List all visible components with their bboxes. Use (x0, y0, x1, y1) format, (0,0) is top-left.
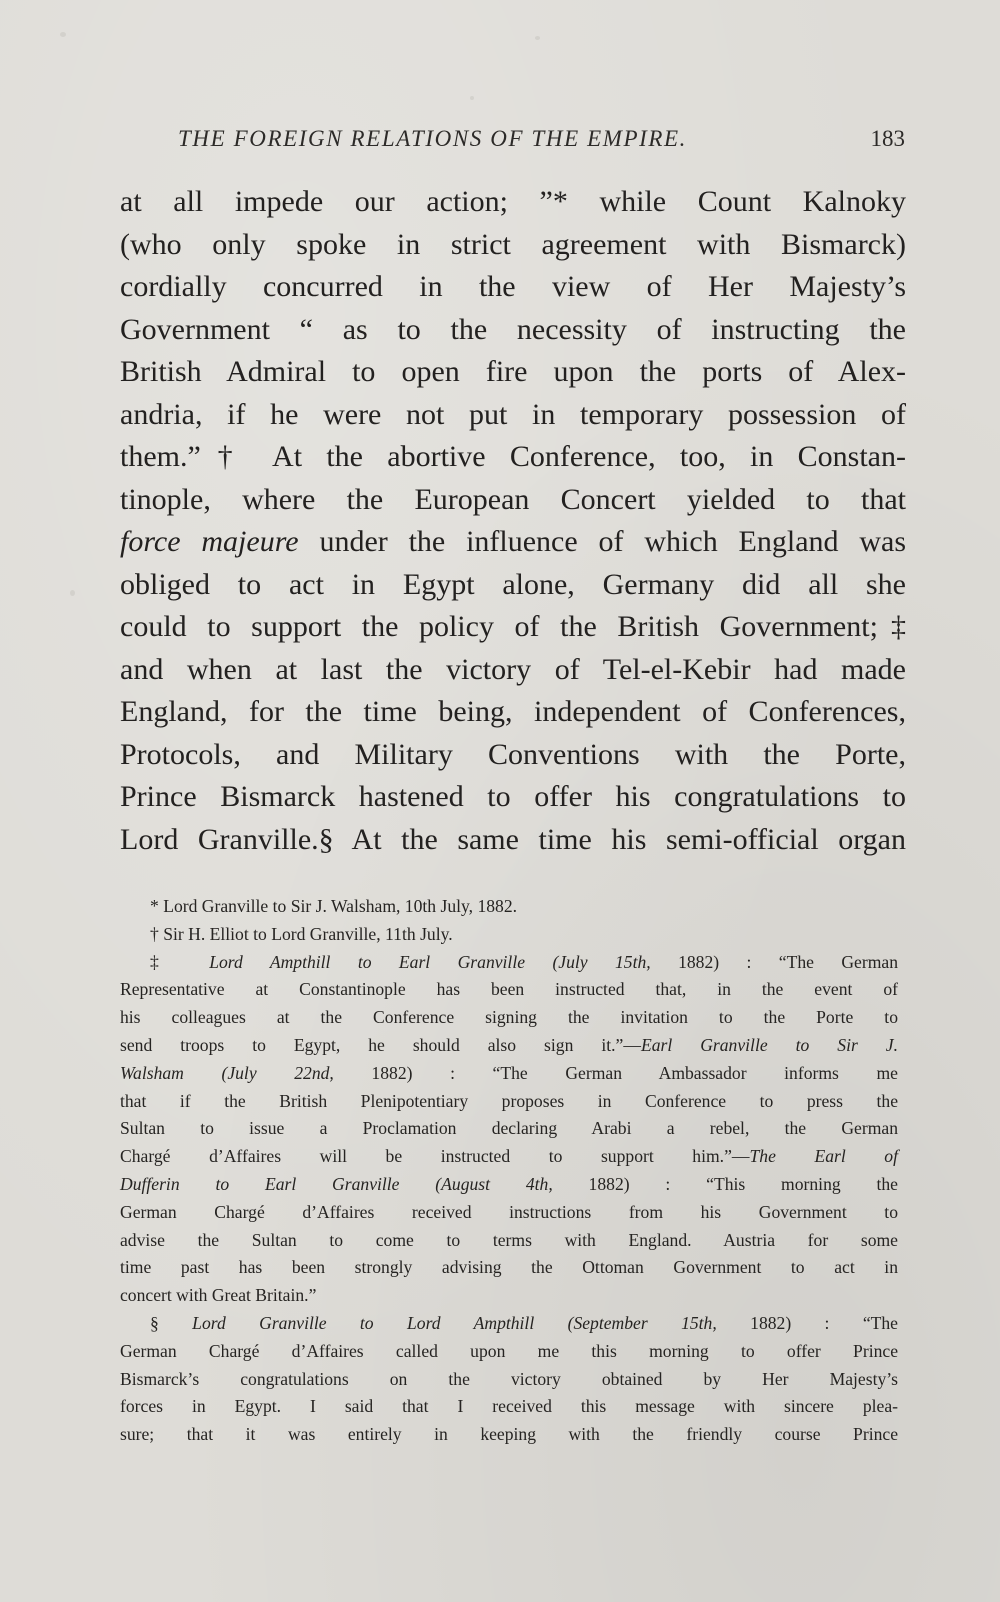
text-line: Protocols, and Military Conventions with the Porte, (120, 737, 906, 771)
citation: Lord Ampthill to Earl Granville (209, 951, 526, 972)
text-line: Government “ as to the necessity of instructing the (120, 312, 906, 346)
text-fragment: 1882) : “This morning the (552, 1173, 898, 1194)
text-line: Prince Bismarck hastened to offer his congratulations to (120, 780, 906, 813)
paper-smudge (70, 590, 75, 596)
paper-smudge (470, 96, 474, 100)
text-line: England, for the time being, independent of Conferences, (120, 695, 906, 728)
citation: Lord Granville to Lord Ampthill (September 15th, (192, 1312, 717, 1333)
running-header (120, 122, 905, 156)
footnote-line: Sultan to issue a Proclamation declaring Arabi a rebel, the German (120, 1118, 898, 1139)
footnote-line (120, 1032, 898, 1060)
footnote-line: forces in Egypt. I said that I received this message with sincere plea- (120, 1396, 898, 1417)
footnote-line: concert with Great Britain.” (120, 1285, 317, 1306)
footnote-section (120, 1310, 898, 1338)
footnote-line: time past has been strongly advising the Ottoman Government to act in (120, 1257, 898, 1278)
text-fragment: under the influence of which England was (319, 525, 907, 558)
footnote-ddagger (120, 949, 898, 977)
footnotes (120, 893, 898, 1449)
text-line: (who only spoke in strict agreement with Bismarck) (120, 227, 906, 261)
footnote-line: German Chargé d’Affaires called upon me this morning to offer Prince (120, 1340, 898, 1361)
citation: Earl Granville to Sir J. (640, 1034, 898, 1055)
text-line: andria, if he were not put in temporary possession of (120, 397, 906, 431)
citation: Dufferin to Earl Granville (August 4th, (120, 1173, 553, 1194)
footnote-star: * Lord Granville to Sir J. Walsham, 10th July, 1882. (150, 896, 518, 916)
page-number: 183 (870, 126, 905, 151)
text-line: could to support the policy of the British Government;‡ (120, 610, 906, 643)
text-fragment: 1882) : “The (716, 1312, 898, 1333)
footnote-dagger: † Sir H. Elliot to Lord Granville, 11th July. (150, 923, 453, 944)
footnote-line: advise the Sultan to come to terms with England. Austria for some (120, 1229, 898, 1250)
footnote-line (120, 1060, 898, 1088)
citation: The Earl of (749, 1146, 898, 1167)
text-line: cordially concurred in the view of Her Majesty’s (120, 270, 906, 303)
footnote-mark: ‡ (150, 951, 182, 972)
text-line: at all impede our action; ”* while Count Kalnoky (120, 185, 906, 218)
text-line: and when at last the victory of Tel-el-Kebir had made (120, 652, 906, 686)
text-fragment: send troops to Egypt, he should also sign it.”— (120, 1034, 641, 1055)
text-fragment: Chargé d’Affaires will be instructed to support him.”— (120, 1146, 750, 1167)
italic-phrase: force majeure (120, 525, 299, 558)
citation-date: (July 15th, (552, 951, 651, 972)
footnote-line (120, 1171, 898, 1199)
text-line: Lord Granville.§ At the same time his semi-official organ (120, 822, 906, 856)
footnote-line: Bismarck’s congratulations on the victory obtained by Her Majesty’s (120, 1368, 898, 1389)
footnote-line: sure; that it was entirely in keeping with the friendly course Prince (120, 1424, 898, 1445)
text-fragment: 1882) : “The German (650, 951, 899, 972)
text-line: obliged to act in Egypt alone, Germany did all she (120, 567, 906, 601)
footnote-line: that if the British Plenipotentiary proposes in Conference to press the (120, 1090, 898, 1111)
text-line: them.”† At the abortive Conference, too, in Constan- (120, 440, 906, 473)
citation: Walsham (July 22nd, (120, 1062, 334, 1083)
running-title: THE FOREIGN RELATIONS OF THE EMPIRE. (178, 126, 688, 151)
main-text (120, 181, 906, 861)
footnote-line: his colleagues at the Conference signing the invitation to the Porte to (120, 1007, 898, 1028)
text-line: British Admiral to open fire upon the ports of Alex- (120, 355, 906, 388)
footnote-line: Representative at Constantinople has been instructed that, in the event of (120, 979, 898, 1000)
text-fragment: 1882) : “The German Ambassador informs me (333, 1062, 898, 1083)
text-line (120, 521, 906, 564)
footnote-mark: § (150, 1312, 159, 1333)
paper-smudge (60, 32, 66, 37)
footnote-line: German Chargé d’Affaires received instructions from his Government to (120, 1201, 898, 1222)
footnote-line (120, 1143, 898, 1171)
paper-smudge (535, 36, 540, 40)
text-line: tinople, where the European Concert yielded to that (120, 482, 906, 516)
